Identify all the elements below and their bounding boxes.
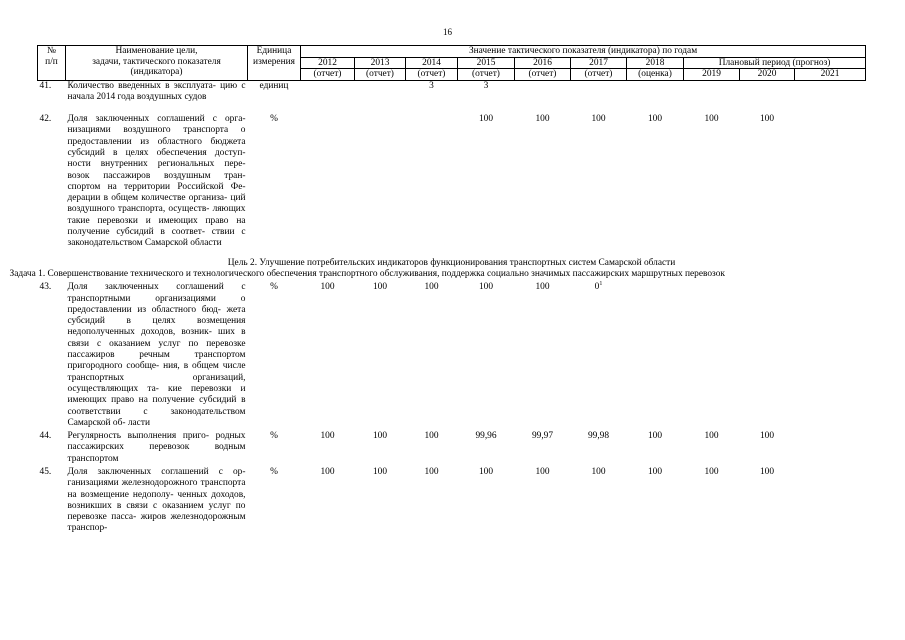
- indicators-table: [9, 45, 866, 535]
- table-row: [38, 429, 866, 465]
- goal-row: [38, 250, 866, 269]
- value-cell: 3: [429, 80, 434, 91]
- name-header: Наименование цели, задачи, тактического показателя (индикатора): [66, 46, 248, 81]
- value-cell: 100: [704, 114, 719, 125]
- plan-year: 2020: [740, 69, 795, 81]
- value-cell: 100: [535, 282, 550, 293]
- values-title: Значение тактического показателя (индикатора) по годам: [301, 46, 866, 58]
- value-cell: 100: [647, 114, 663, 125]
- task-row: [38, 269, 866, 280]
- value-cell: 100: [424, 431, 439, 442]
- table-row: [38, 80, 866, 103]
- value-cell: 100: [759, 431, 775, 442]
- year-header: 2018: [627, 57, 684, 69]
- value-cell: [627, 80, 684, 103]
- year-header: 2012: [301, 57, 355, 69]
- year-header: 2017: [571, 57, 627, 69]
- row-number: 42.: [39, 114, 52, 125]
- value-cell: 100: [704, 431, 719, 442]
- year-header: 2016: [515, 57, 571, 69]
- value-cell: [627, 280, 684, 429]
- indicator-name: Доля заключенных соглашений с ор- ганизациями железнодорожного транспорта на возмещение недополу- ченных доходов, возникших в связи с оказанием услуг по перевозке пасса- жиров железнодорожным транспор-: [67, 467, 246, 534]
- plan-year: 2019: [684, 69, 740, 81]
- value-cell: [795, 80, 866, 103]
- value-cell: [795, 465, 866, 535]
- indicator-name: Доля заключенных соглашений с транспортными организациями о предоставлении из областного бюд- жета субсидий в целях возмещения недополученных доходов, возник- ших в связи с оказанием услуг по перевозке пассажиров речным транспортом пригородного сообще- ния, в общем числе транспортных организаций, осуществляющих та- кие перевозки и имеющих право на получение субсидий в соответствии с законодательством Самарской об- ласти: [67, 282, 246, 428]
- year-note: (оценка): [627, 69, 684, 81]
- value-cell: 100: [424, 467, 439, 477]
- year-header: 2013: [355, 57, 406, 69]
- value-cell: 99,97: [531, 431, 554, 442]
- row-number: 44.: [39, 431, 52, 442]
- row-number: 41.: [39, 80, 52, 91]
- unit-cell: %: [270, 431, 278, 442]
- indicator-name: Регулярность выполнения приго- родных пассажирских перевозок водным транспортом: [67, 431, 246, 464]
- unit-cell: %: [270, 467, 278, 477]
- year-note: (отчет): [571, 69, 627, 81]
- value-cell: [301, 80, 355, 103]
- value-cell: 100: [535, 467, 550, 477]
- num-header: № п/п: [38, 46, 66, 81]
- plan-year: 2021: [795, 69, 866, 81]
- indicator-name: Количество введенных в эксплуата- цию с начала 2014 года воздушных судов: [67, 80, 246, 102]
- unit-header: Единица измерения: [248, 46, 301, 81]
- value-cell: 100: [372, 282, 388, 293]
- table-header: [38, 46, 866, 81]
- table-row: [38, 103, 866, 250]
- value-cell: 100: [478, 282, 494, 293]
- value-cell: [740, 280, 795, 429]
- table-row: [38, 465, 866, 535]
- value-cell: [301, 103, 355, 250]
- table-row: [38, 280, 866, 429]
- year-note: (отчет): [301, 69, 355, 81]
- value-cell: [795, 280, 866, 429]
- value-cell: 100: [478, 114, 494, 125]
- value-cell: 100: [647, 467, 663, 477]
- value-cell: [740, 80, 795, 103]
- value-cell: [355, 103, 406, 250]
- year-note: (отчет): [458, 69, 515, 81]
- value-cell: 3: [483, 80, 489, 91]
- indicator-name: Доля заключенных соглашений с орга- низациями воздушного транспорта о предоставлении из областного бюджета субсидий в целях обеспечения доступ- ности внутренних региональных пере- возок пассажиров воздушным тран- спортом на территории Российской Фе- дерации в общем количестве организа- ций воздушного транспорта, осуществ- ляющих такие перевозки и имеющих право на получение субсидий в соответ- ствии с законодательством Самарской области: [67, 114, 246, 249]
- value-cell: 100: [759, 114, 775, 125]
- unit-cell: единиц: [259, 80, 289, 91]
- row-number: 45.: [39, 467, 52, 477]
- page-number: 16: [443, 27, 452, 37]
- year-note: (отчет): [355, 69, 406, 81]
- plan-title: Плановый период (прогноз): [684, 57, 866, 69]
- unit-cell: %: [270, 114, 278, 125]
- footnote-mark: 1: [599, 281, 603, 288]
- value-cell: [406, 103, 458, 250]
- value-cell: 99,98: [587, 431, 610, 442]
- value-cell: 100: [647, 431, 663, 442]
- value-cell: 100: [759, 467, 775, 477]
- value-cell: 100: [535, 114, 550, 125]
- value-cell: 100: [320, 282, 335, 293]
- year-note: (отчет): [406, 69, 458, 81]
- value-cell: [684, 280, 740, 429]
- year-header: 2014: [406, 57, 458, 69]
- value-cell: 99,96: [475, 431, 497, 442]
- value-cell: 100: [372, 467, 388, 477]
- row-number: 43.: [39, 282, 52, 293]
- value-cell: 100: [424, 282, 439, 293]
- value-cell: [795, 429, 866, 465]
- value-cell: [355, 80, 406, 103]
- goal-heading: Цель 2. Улучшение потребительских индикаторов функционирования транспортных систем Самарской области: [227, 257, 676, 268]
- value-cell: 100: [591, 467, 606, 477]
- value-cell: 100: [372, 431, 388, 442]
- value-cell: 100: [320, 431, 335, 442]
- value-cell: 100: [591, 114, 606, 125]
- value-cell: [684, 80, 740, 103]
- value-cell: [515, 80, 571, 103]
- value-cell: [571, 80, 627, 103]
- task-cell: [9, 268, 866, 280]
- value-cell: $0^1$: [594, 281, 603, 293]
- year-header: 2015: [458, 57, 515, 69]
- value-cell: 100: [320, 467, 335, 477]
- task-heading: Задача 1. Совершенствование технического и технологического обеспечения транспортного обслуживания, поддержка социально значимых пассажирских маршрутных перевозок: [9, 268, 725, 279]
- value-cell: 100: [704, 467, 719, 477]
- value-cell: 100: [478, 467, 494, 477]
- year-note: (отчет): [515, 69, 571, 81]
- unit-cell: %: [270, 282, 278, 293]
- value-cell: [795, 103, 866, 250]
